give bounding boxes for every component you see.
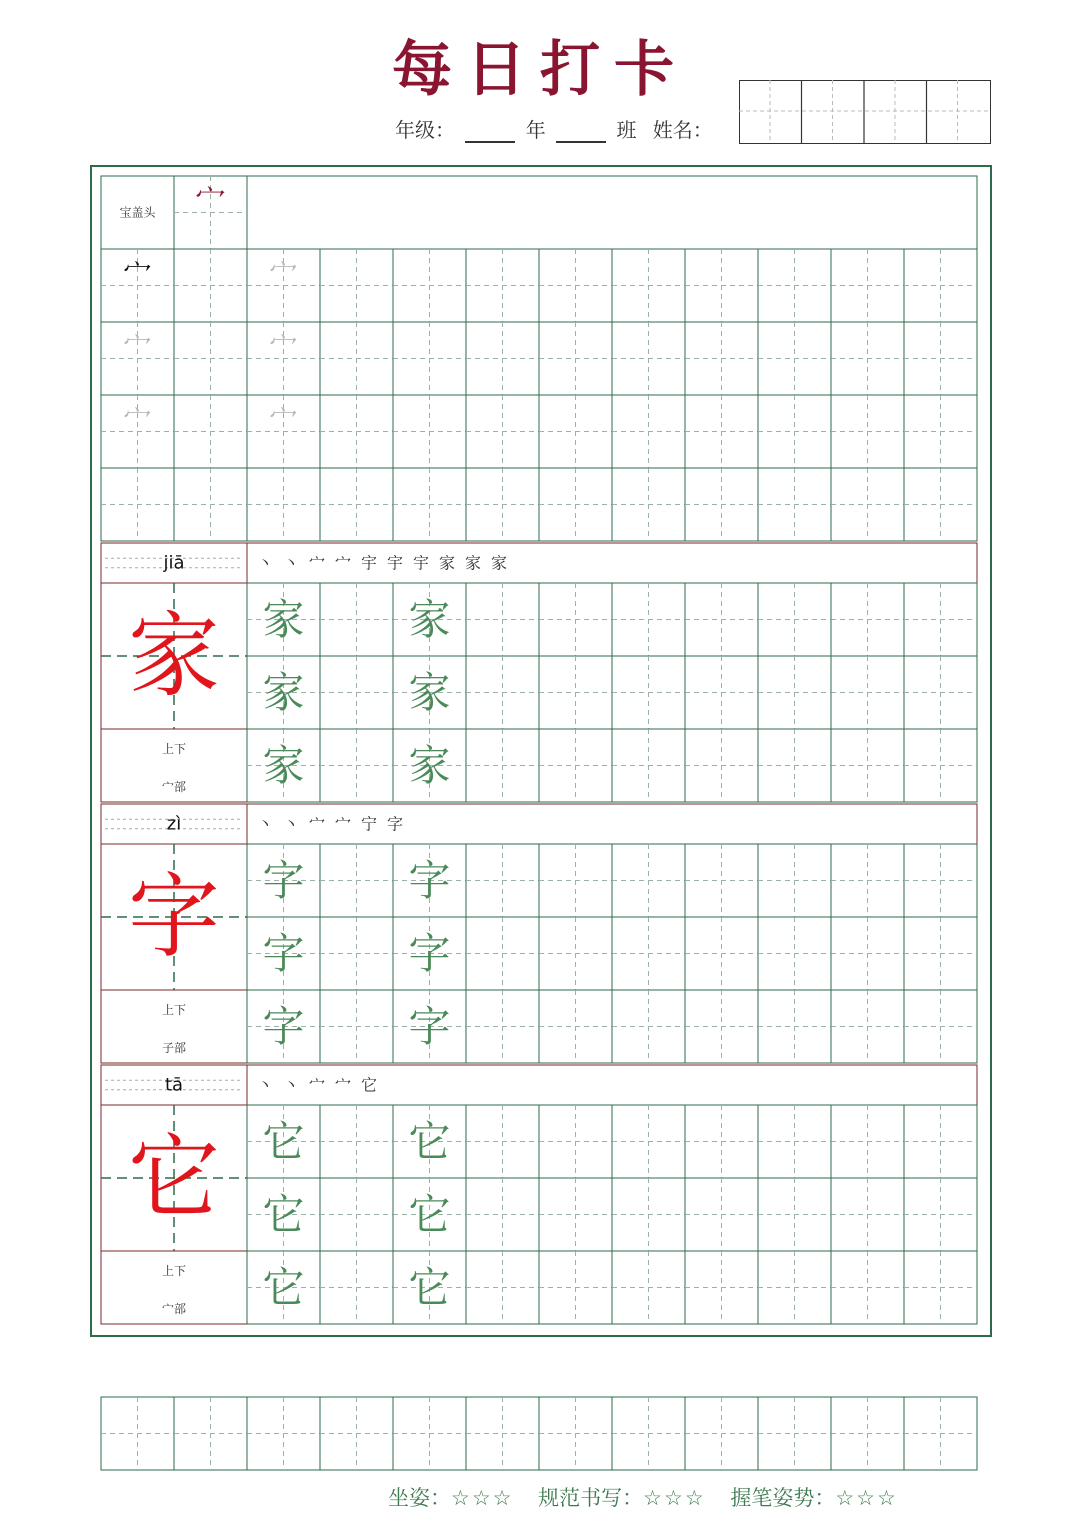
posture-label: 坐姿：: [388, 1486, 451, 1510]
radical-trace-glyph: 宀: [269, 257, 298, 290]
name-label: 姓名：: [652, 118, 713, 142]
stroke-order-step: 宇: [360, 553, 378, 573]
trace-char: 它: [262, 1117, 305, 1166]
stroke-order-step: 家: [464, 553, 482, 573]
grip-stars[interactable]: ☆☆☆: [835, 1486, 898, 1510]
radical-name: 宝盖头: [119, 205, 156, 220]
structure-label: 上下: [161, 1003, 187, 1017]
trace-char: 字: [262, 929, 305, 978]
trace-char: 家: [408, 668, 451, 717]
stroke-order-step: 宀: [308, 1075, 326, 1095]
trace-char: 字: [408, 929, 451, 978]
trace-char: 字: [408, 1002, 451, 1051]
radical-label: 子部: [161, 1041, 187, 1055]
stroke-order-step: 家: [490, 553, 508, 573]
stroke-order-step: 丶: [256, 553, 274, 573]
trace-char: 它: [262, 1190, 305, 1239]
stroke-order-step: 宇: [412, 553, 430, 573]
pinyin: jiā: [163, 552, 185, 574]
stroke-order-step: 宀: [308, 553, 326, 573]
stroke-order-step: 宀: [334, 814, 352, 834]
posture-stars[interactable]: ☆☆☆: [451, 1486, 514, 1510]
stroke-order-step: 宁: [360, 814, 378, 834]
class-label: 班: [616, 118, 637, 142]
year-label: 年: [525, 118, 546, 142]
trace-char: 家: [408, 741, 451, 790]
pinyin: tā: [164, 1074, 184, 1096]
radical-label: 宀部: [161, 1302, 187, 1316]
grade-label: 年级：: [395, 118, 455, 142]
trace-char: 它: [408, 1190, 451, 1239]
trace-char: 家: [262, 595, 305, 644]
stroke-order-step: 宀: [334, 1075, 352, 1095]
trace-char: 家: [262, 741, 305, 790]
stroke-order-step: 家: [438, 553, 456, 573]
radical-label: 宀部: [161, 780, 187, 794]
pinyin: zì: [166, 813, 182, 835]
writing-label: 规范书写：: [538, 1486, 644, 1510]
radical-glyph: 宀: [195, 183, 226, 218]
trace-char: 它: [408, 1117, 451, 1166]
char-header-strip: [101, 543, 977, 583]
radical-trace-glyph: 宀: [123, 330, 152, 363]
stroke-order-step: 丶: [256, 814, 274, 834]
structure-label: 上下: [161, 1264, 187, 1278]
model-char: 家: [127, 602, 221, 710]
radical-trace-glyph: 宀: [123, 403, 152, 436]
stroke-order-step: 丶: [282, 1075, 300, 1095]
trace-char: 字: [262, 856, 305, 905]
page-title: 每日打卡: [392, 35, 688, 105]
stroke-order-step: 宀: [334, 553, 352, 573]
char-header-strip: [101, 1065, 977, 1105]
char-header-strip: [101, 804, 977, 844]
stroke-order-step: 宀: [308, 814, 326, 834]
model-char: 字: [127, 863, 221, 971]
radical-trace-glyph: 宀: [269, 403, 298, 436]
trace-char: 它: [262, 1263, 305, 1312]
stroke-order-step: 丶: [282, 814, 300, 834]
writing-stars[interactable]: ☆☆☆: [643, 1486, 706, 1510]
trace-char: 字: [408, 856, 451, 905]
stroke-order-step: 它: [360, 1075, 378, 1095]
stroke-order-step: 丶: [282, 553, 300, 573]
trace-char: 它: [408, 1263, 451, 1312]
stroke-order-step: 丶: [256, 1075, 274, 1095]
trace-char: 家: [262, 668, 305, 717]
structure-label: 上下: [161, 742, 187, 756]
stroke-order-step: 字: [386, 814, 404, 834]
grip-label: 握笔姿势：: [730, 1486, 836, 1510]
evaluation-footer: [388, 1482, 916, 1512]
radical-model-glyph: 宀: [123, 257, 152, 290]
model-char: 它: [127, 1124, 221, 1232]
trace-char: 字: [262, 1002, 305, 1051]
radical-trace-glyph: 宀: [269, 330, 298, 363]
stroke-order-step: 宇: [386, 553, 404, 573]
trace-char: 家: [408, 595, 451, 644]
